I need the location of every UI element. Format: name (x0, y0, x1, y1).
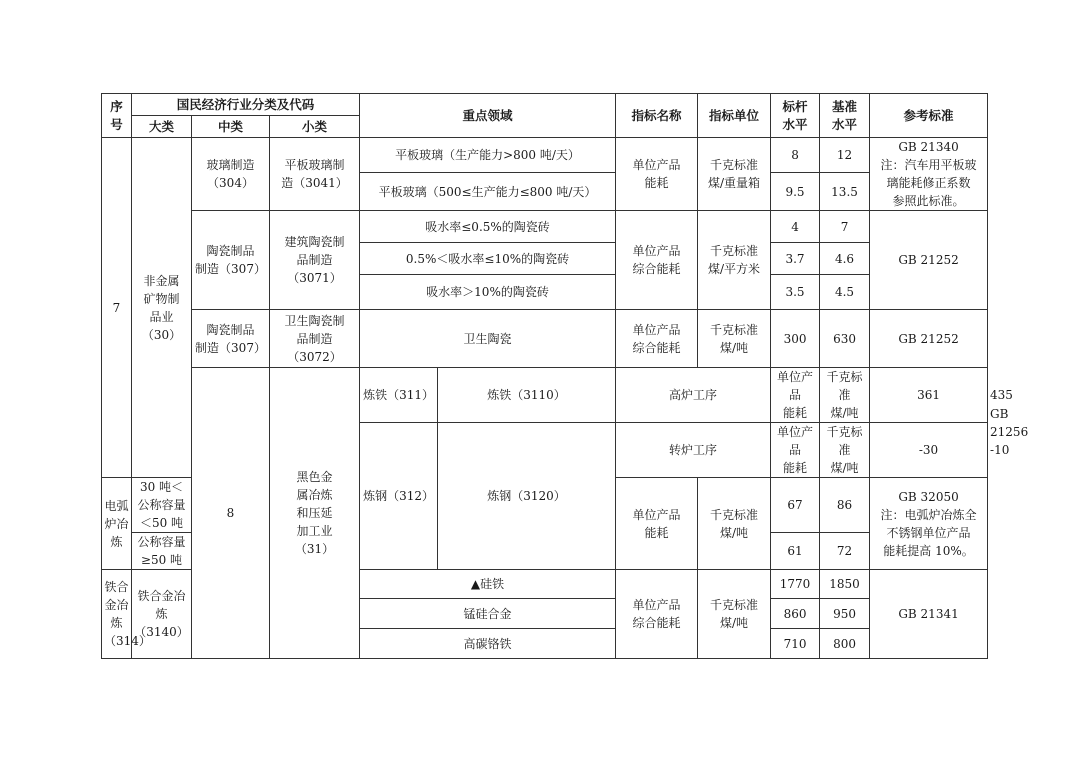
middle-category-307: 陶瓷制品 制造（307） (192, 211, 270, 310)
benchmark-value: 4 (771, 211, 820, 243)
middle-category-314: 铁合金冶 炼（314） (102, 570, 132, 659)
indicator-unit: 千克标准 煤/吨 (820, 368, 870, 423)
indicator-name: 单位产品 能耗 (771, 423, 820, 478)
field-converter: 转炉工序 (616, 423, 771, 478)
field-silicomanganese: 锰硅合金 (360, 599, 616, 629)
benchmark-value: 1770 (771, 570, 820, 599)
baseline-value: 86 (820, 478, 870, 533)
baseline-value: 12 (820, 138, 870, 173)
middle-category-311: 炼铁（311） (360, 368, 438, 423)
field-flat-glass-large: 平板玻璃（生产能力>800 吨/天） (360, 138, 616, 173)
reference-gb21341: GB 21341 (870, 570, 988, 659)
header-benchmark-level: 标杆 水平 (771, 94, 820, 138)
reference-gb21340: GB 21340 注：汽车用平板玻 璃能耗修正系数 参照此标准。 (870, 138, 988, 211)
indicator-name: 单位产品 能耗 (771, 368, 820, 423)
indicator-name: 单位产品 综合能耗 (616, 211, 698, 310)
benchmark-value: 8 (771, 138, 820, 173)
benchmark-value: 9.5 (771, 173, 820, 211)
baseline-value: 4.6 (820, 243, 870, 275)
field-tile-high-absorption: 吸水率＞10%的陶瓷砖 (360, 275, 616, 310)
indicator-unit: 千克标准 煤/吨 (820, 423, 870, 478)
minor-category-3072: 卫生陶瓷制 品制造 （3072） (270, 310, 360, 368)
field-ferrosilicon: ▲硅铁 (360, 570, 616, 599)
header-minor-category: 小类 (270, 116, 360, 138)
benchmark-value: 860 (771, 599, 820, 629)
middle-category-307: 陶瓷制品 制造（307） (192, 310, 270, 368)
reference-gb32050: GB 32050 注：电弧炉冶炼全 不锈钢单位产品 能耗提高 10%。 (870, 478, 988, 570)
baseline-value: 800 (820, 629, 870, 659)
baseline-value: 72 (820, 533, 870, 570)
field-sanitary-ceramics: 卫生陶瓷 (360, 310, 616, 368)
minor-category-3041: 平板玻璃制 造（3041） (270, 138, 360, 211)
indicator-name: 单位产品 能耗 (616, 478, 698, 570)
field-tile-low-absorption: 吸水率≤0.5%的陶瓷砖 (360, 211, 616, 243)
header-indicator-name: 指标名称 (616, 94, 698, 138)
middle-category-312: 炼钢（312） (360, 423, 438, 570)
energy-benchmark-table: 序 号 国民经济行业分类及代码 重点领域 指标名称 指标单位 标杆 水平 基准 水平 参考标准 大类 中类 小类 7 非金属 矿物制 品业 （30） 玻璃制造 （304） 平板玻璃制 造（3041） 平板玻璃（生产能力>800 吨/天） 单位产品 能耗 千克标准 煤/重量箱 8 12 GB 21340 注：汽车用平板玻 璃能耗修正系数 参照此标准。 平板玻璃（500≤生产能力≤800 吨/天） 9.5 13.5 陶瓷制品 制造（307） 建筑陶瓷制 品制造 （3071） 吸水率≤0.5%的陶瓷砖 单位产品 综合能耗 千克标准 煤/平方米 4 7 GB 21252 0.5%＜吸水率≤10%的陶瓷砖 3.7 4.6 吸水率＞10%的陶瓷砖 3.5 4.5 陶瓷制品 制造（307） 卫生陶瓷制 品制造 （3072） 卫生陶瓷 单位产品 综合能耗 千克标准 煤/吨 300 630 GB 21252 8 黑色金 属冶炼 和压延 加工业 （31） 炼铁（311） 炼铁（3110） 高炉工序 单位产品 能耗 千克标准 煤/吨 361 435 GB 21256 炼钢（312） 炼钢（3120） 转炉工序 单位产品 能耗 千克标准 煤/吨 -30 -10 电弧炉冶炼 30 吨＜公称容量＜50 吨 单位产品 能耗 千克标准 煤/吨 67 86 GB 32050 注：电弧炉冶炼全 不锈钢单位产品 能耗提高 10%。 公称容量≥50 吨 61 72 铁合金冶 炼（314） 铁合金冶炼 （3140） ▲硅铁 单位产品 综合能耗 千克标准 煤/吨 1770 1850 GB 21341 锰硅合金 860 950 高碳铬铁 710 800 (101, 93, 988, 659)
indicator-name: 单位产品 综合能耗 (616, 310, 698, 368)
baseline-value: 1850 (820, 570, 870, 599)
header-baseline-level: 基准 水平 (820, 94, 870, 138)
indicator-unit: 千克标准 煤/吨 (698, 310, 771, 368)
minor-category-3120: 炼钢（3120） (438, 423, 616, 570)
field-blast-furnace: 高炉工序 (616, 368, 771, 423)
benchmark-value: 300 (771, 310, 820, 368)
baseline-value: 630 (820, 310, 870, 368)
reference-gb21252: GB 21252 (870, 310, 988, 368)
baseline-value: 4.5 (820, 275, 870, 310)
seq-8: 8 (192, 368, 270, 659)
indicator-name: 单位产品 能耗 (616, 138, 698, 211)
baseline-value: 13.5 (820, 173, 870, 211)
benchmark-value: 3.7 (771, 243, 820, 275)
field-tile-mid-absorption: 0.5%＜吸水率≤10%的陶瓷砖 (360, 243, 616, 275)
header-industry-classification: 国民经济行业分类及代码 (132, 94, 360, 116)
baseline-value: 950 (820, 599, 870, 629)
indicator-unit: 千克标准 煤/平方米 (698, 211, 771, 310)
header-indicator-unit: 指标单位 (698, 94, 771, 138)
header-major-category: 大类 (132, 116, 192, 138)
indicator-unit: 千克标准 煤/吨 (698, 478, 771, 570)
header-seq: 序 号 (102, 94, 132, 138)
field-flat-glass-medium: 平板玻璃（500≤生产能力≤800 吨/天） (360, 173, 616, 211)
minor-category-3071: 建筑陶瓷制 品制造 （3071） (270, 211, 360, 310)
benchmark-value: 361 (870, 368, 988, 423)
reference-gb21252: GB 21252 (870, 211, 988, 310)
header-key-field: 重点领域 (360, 94, 616, 138)
header-reference-standard: 参考标准 (870, 94, 988, 138)
field-eaf-30-50t: 30 吨＜公称容量＜50 吨 (132, 478, 192, 533)
middle-category-304: 玻璃制造 （304） (192, 138, 270, 211)
benchmark-value: 3.5 (771, 275, 820, 310)
field-eaf-over-50t: 公称容量≥50 吨 (132, 533, 192, 570)
indicator-unit: 千克标准 煤/吨 (698, 570, 771, 659)
baseline-value: 7 (820, 211, 870, 243)
major-category-31: 黑色金 属冶炼 和压延 加工业 （31） (270, 368, 360, 659)
field-electric-arc-furnace: 电弧炉冶炼 (102, 478, 132, 570)
minor-category-3140: 铁合金冶炼 （3140） (132, 570, 192, 659)
benchmark-value: 61 (771, 533, 820, 570)
indicator-unit: 千克标准 煤/重量箱 (698, 138, 771, 211)
minor-category-3110: 炼铁（3110） (438, 368, 616, 423)
indicator-name: 单位产品 综合能耗 (616, 570, 698, 659)
benchmark-value: -30 (870, 423, 988, 478)
benchmark-value: 710 (771, 629, 820, 659)
benchmark-value: 67 (771, 478, 820, 533)
major-category-30: 非金属 矿物制 品业 （30） (132, 138, 192, 478)
header-middle-category: 中类 (192, 116, 270, 138)
seq-7: 7 (102, 138, 132, 478)
field-high-carbon-ferrochrome: 高碳铬铁 (360, 629, 616, 659)
